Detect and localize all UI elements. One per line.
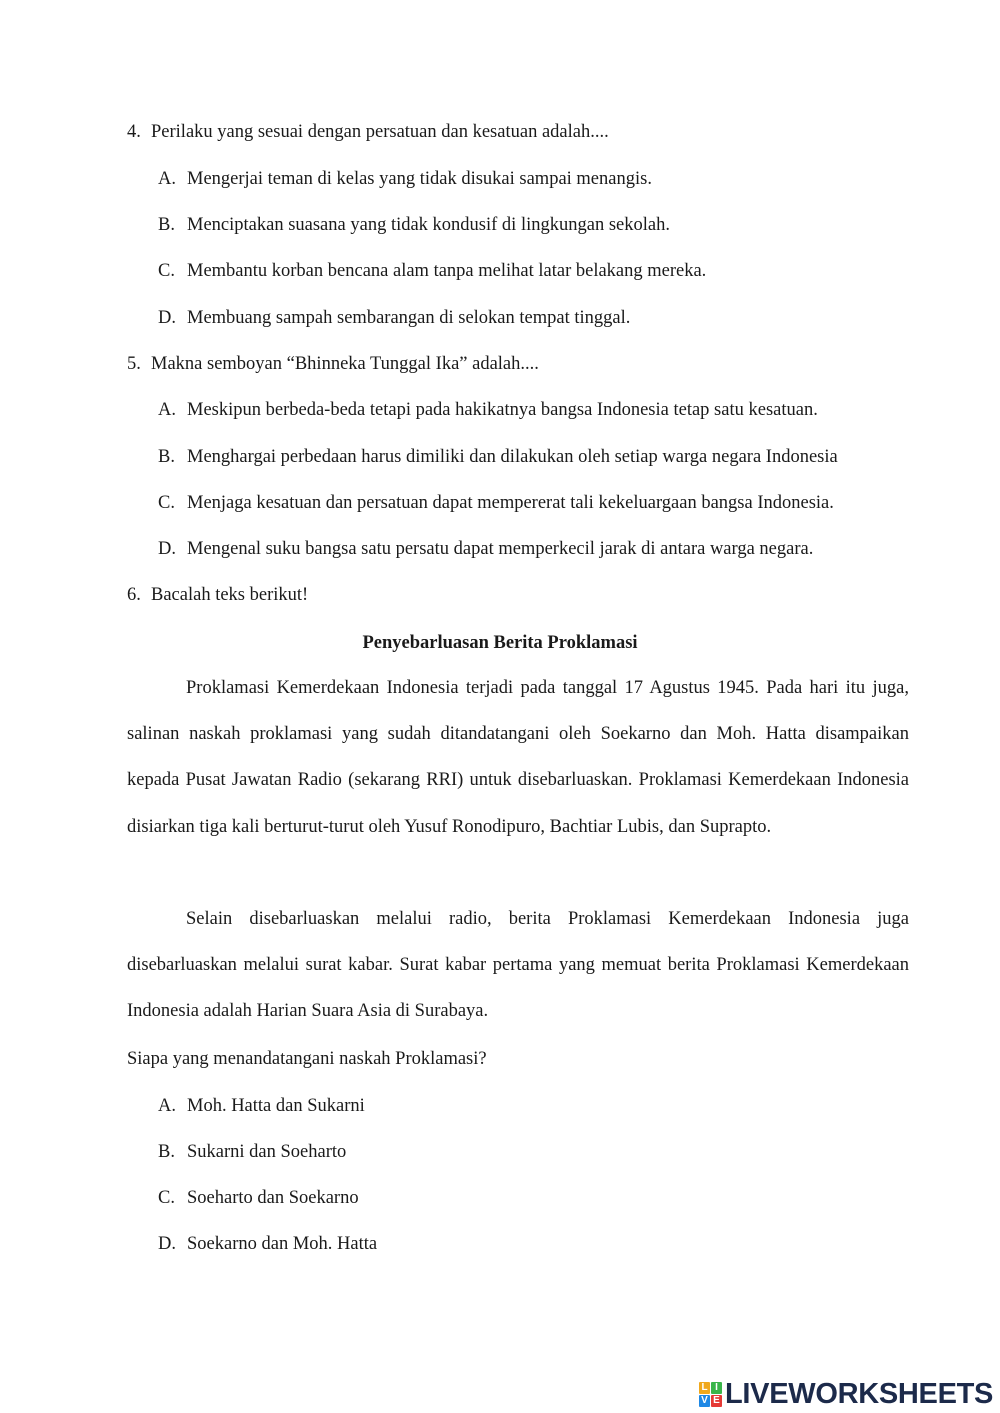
option-text: Membuang sampah sembarangan di selokan tempat tinggal. (187, 308, 631, 328)
option-letter: D. (158, 539, 176, 559)
question-text: Makna semboyan “Bhinneka Tunggal Ika” adalah.... (151, 354, 539, 374)
reading-paragraph-2: Selain disebarluaskan melalui radio, berita Proklamasi Kemerdekaan Indonesia juga disebarluaskan melalui surat kabar. Surat kabar pertama yang memuat berita Proklamasi Kemerdekaan Indonesia adalah Harian Suara Asia di Surabaya. (127, 909, 909, 1022)
logo-tile-e: E (711, 1395, 722, 1407)
option-letter: A. (158, 169, 176, 189)
option-letter: C. (158, 261, 175, 281)
option-text: Menjaga kesatuan dan persatuan dapat mempererat tali kekeluargaan bangsa Indonesia. (187, 493, 834, 513)
option-c[interactable] (158, 492, 834, 514)
option-text: Menghargai perbedaan harus dimiliki dan dilakukan oleh setiap warga negara Indonesia (187, 447, 838, 467)
option-letter: B. (158, 1142, 175, 1162)
option-d[interactable] (158, 307, 630, 329)
option-text: Meskipun berbeda-beda tetapi pada hakikatnya bangsa Indonesia tetap satu kesatuan. (187, 400, 818, 420)
logo-text: LIVEWORKSHEETS (725, 1377, 994, 1410)
option-d[interactable] (158, 1233, 377, 1255)
option-text: Soekarno dan Moh. Hatta (187, 1234, 378, 1254)
option-text: Soeharto dan Soekarno (187, 1188, 359, 1208)
option-b[interactable] (158, 214, 670, 236)
option-text: Moh. Hatta dan Sukarni (187, 1096, 365, 1116)
option-letter: A. (158, 1096, 176, 1116)
option-letter: B. (158, 447, 175, 467)
option-letter: B. (158, 215, 175, 235)
question-prompt: Siapa yang menandatangani naskah Proklamasi? (127, 1049, 487, 1069)
logo-icon (699, 1382, 722, 1407)
option-letter: D. (158, 308, 176, 328)
option-b[interactable] (158, 1141, 346, 1163)
option-letter: D. (158, 1234, 176, 1254)
option-b[interactable] (158, 446, 838, 468)
option-text: Mengerjai teman di kelas yang tidak disukai sampai menangis. (187, 169, 652, 189)
option-a[interactable] (158, 168, 652, 190)
question-text: Perilaku yang sesuai dengan persatuan dan kesatuan adalah.... (151, 122, 609, 142)
question-number: 6. (127, 585, 141, 605)
option-text: Sukarni dan Soeharto (187, 1142, 347, 1162)
option-c[interactable] (158, 260, 706, 282)
option-a[interactable] (158, 399, 818, 421)
option-d[interactable] (158, 538, 813, 560)
question-4 (127, 121, 609, 143)
question-number: 4. (127, 122, 141, 142)
option-text: Mengenal suku bangsa satu persatu dapat memperkecil jarak di antara warga negara. (187, 539, 814, 559)
question-6 (127, 584, 308, 606)
question-text: Bacalah teks berikut! (151, 585, 309, 605)
option-letter: C. (158, 493, 175, 513)
question-5 (127, 353, 539, 375)
option-c[interactable] (158, 1187, 359, 1209)
logo-tile-l: L (699, 1382, 710, 1394)
reading-paragraph-1: Proklamasi Kemerdekaan Indonesia terjadi pada tanggal 17 Agustus 1945. Pada hari itu juga, salinan naskah proklamasi yang sudah ditandatangani oleh Soekarno dan Moh. Hatta disampaikan kepada Pusat Jawatan Radio (sekarang RRI) untuk disebarluaskan. Proklamasi Kemerdekaan Indonesia disiarkan tiga kali berturut-turut oleh Yusuf Ronodipuro, Bachtiar Lubis, dan Suprapto. (127, 678, 909, 837)
liveworksheets-logo (699, 1379, 993, 1409)
option-text: Membantu korban bencana alam tanpa melihat latar belakang mereka. (187, 261, 707, 281)
reading-title: Penyebarluasan Berita Proklamasi (362, 633, 638, 653)
option-letter: C. (158, 1188, 175, 1208)
option-letter: A. (158, 400, 176, 420)
logo-tile-v: V (699, 1395, 710, 1407)
option-a[interactable] (158, 1095, 365, 1117)
option-text: Menciptakan suasana yang tidak kondusif di lingkungan sekolah. (187, 215, 670, 235)
logo-tile-i: I (711, 1382, 722, 1394)
question-number: 5. (127, 354, 141, 374)
